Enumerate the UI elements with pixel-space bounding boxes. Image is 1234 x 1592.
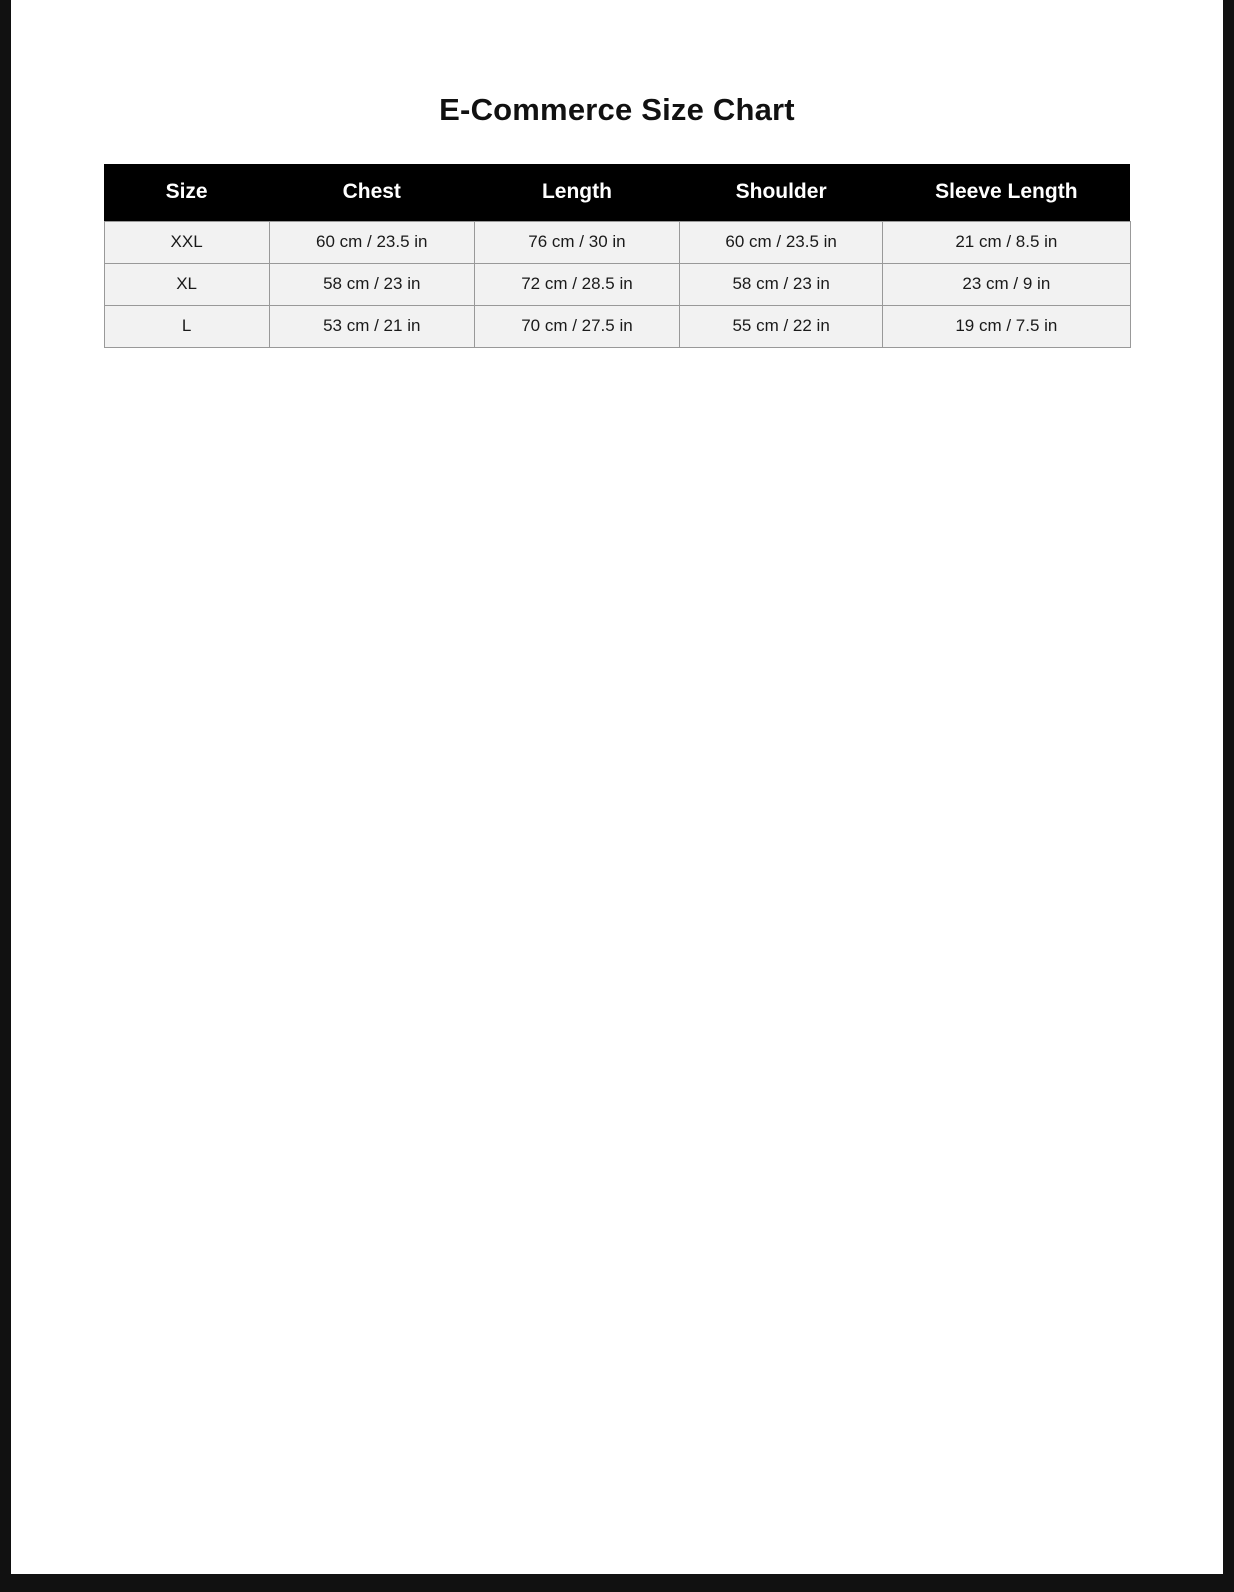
page-left-edge-band (0, 0, 11, 1592)
cell-chest: 53 cm / 21 in (269, 306, 474, 348)
page-bottom-edge-band (0, 1574, 1234, 1592)
size-chart-table (104, 164, 1131, 348)
column-header-length: Length (474, 164, 679, 222)
size-chart-table-container (104, 164, 1131, 348)
cell-shoulder: 55 cm / 22 in (680, 306, 883, 348)
column-header-size: Size (104, 164, 269, 222)
table-body (104, 222, 1130, 348)
cell-shoulder: 58 cm / 23 in (680, 264, 883, 306)
cell-size: L (104, 306, 269, 348)
column-header-shoulder: Shoulder (680, 164, 883, 222)
document-page (11, 0, 1223, 1574)
cell-sleeve-length: 23 cm / 9 in (883, 264, 1130, 306)
table-header-row (104, 164, 1130, 222)
cell-chest: 58 cm / 23 in (269, 264, 474, 306)
cell-length: 76 cm / 30 in (474, 222, 679, 264)
table-row (104, 222, 1130, 264)
cell-sleeve-length: 19 cm / 7.5 in (883, 306, 1130, 348)
cell-size: XXL (104, 222, 269, 264)
column-header-chest: Chest (269, 164, 474, 222)
cell-sleeve-length: 21 cm / 8.5 in (883, 222, 1130, 264)
table-row (104, 306, 1130, 348)
cell-length: 72 cm / 28.5 in (474, 264, 679, 306)
table-header (104, 164, 1130, 222)
page-right-edge-band (1223, 0, 1234, 1592)
cell-size: XL (104, 264, 269, 306)
cell-chest: 60 cm / 23.5 in (269, 222, 474, 264)
table-row (104, 264, 1130, 306)
cell-length: 70 cm / 27.5 in (474, 306, 679, 348)
cell-shoulder: 60 cm / 23.5 in (680, 222, 883, 264)
page-title: E-Commerce Size Chart (439, 92, 795, 127)
column-header-sleeve-length: Sleeve Length (883, 164, 1130, 222)
